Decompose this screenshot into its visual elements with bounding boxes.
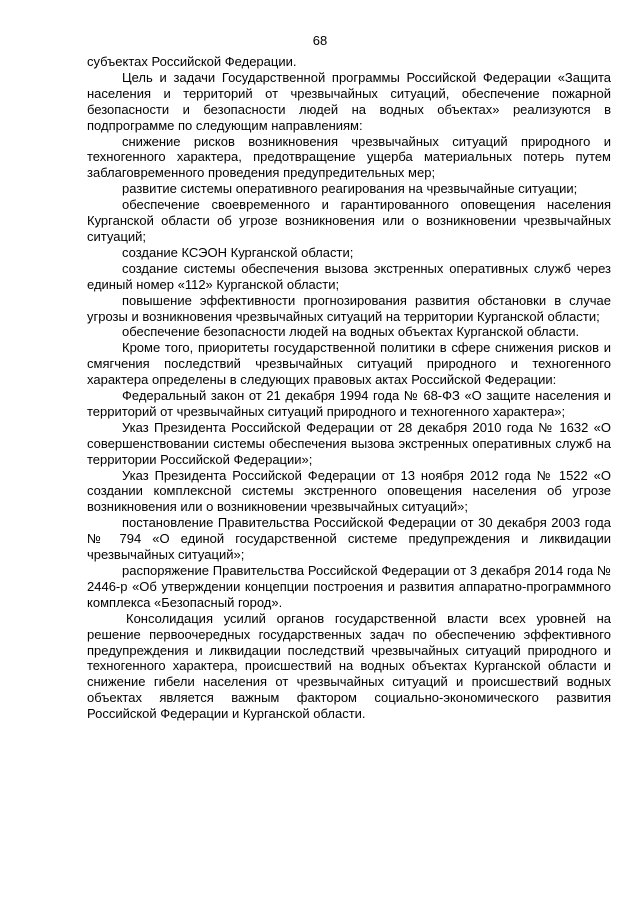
paragraph-consolidation: Консолидация усилий органов государственной власти всех уровней на решение первоочередных государственных задач по обеспечению эффективного предупреждения и ликвидации последствий чрезвычайных ситуаций природного и техногенного характера, происшествий на водных объектах Курганской области и снижение гибели населения от чрезвычайных ситуаций и происшествий водных объектах является важным фактором социально-экономического развития Российской Федерации и Курганской области. — [87, 610, 611, 722]
list-item-kseon: создание КСЭОН Курганской области; — [122, 244, 354, 260]
body-text — [87, 54, 611, 722]
list-item-112-system: создание системы обеспечения вызова экстренных оперативных служб через единый номер «112» Курганской области; — [87, 260, 611, 292]
legal-act-federal-law: Федеральный закон от 21 декабря 1994 года № 68-ФЗ «О защите населения и территорий от чрезвычайных ситуаций природного и техногенного характера»; — [87, 388, 611, 419]
legal-act-decree-1632: Указ Президента Российской Федерации от 28 декабря 2010 года № 1632 «О совершенствовании системы обеспечения вызова экстренных оперативных служб на территории Российской Федерации»; — [87, 419, 611, 467]
legal-act-decree-1522: Указ Президента Российской Федерации от 13 ноября 2012 года № 1522 «О создании комплексной системы экстренного оповещения населения об угрозе возникновения или о возникновении чрезвычайных ситуаций»; — [87, 467, 611, 515]
list-item-notification: обеспечение своевременного и гарантированного оповещения населения Курганской области об угрозе возникновения или о возникновении чрезвычайных ситуаций; — [87, 197, 611, 244]
list-item-response-system: развитие системы оперативного реагирования на чрезвычайные ситуации; — [122, 181, 578, 197]
list-item-risk-reduction: снижение рисков возникновения чрезвычайных ситуаций природного и техногенного характера, предотвращение ущерба материальных потерь путем заблаговременного проведения предупредительных мер; — [87, 133, 611, 181]
paragraph-program-goals: Цель и задачи Государственной программы Российской Федерации «Защита населения и территорий от чрезвычайных ситуаций, обеспечение пожарной безопасности и безопасности людей на водных объектах» реализуются в подпрограмме по следующим направлениям: — [87, 69, 611, 133]
paragraph-priorities: Кроме того, приоритеты государственной политики в сфере снижения рисков и смягчения последствий чрезвычайных ситуаций природного и техногенного характера определены в следующих правовых актах Российской Федерации: — [87, 340, 611, 388]
page-number: 68 — [312, 33, 328, 48]
paragraph-continuation: субъектах Российской Федерации. — [87, 54, 297, 69]
legal-act-resolution-794: постановление Правительства Российской Федерации от 30 декабря 2003 года № 794 «О единой государственной системе предупреждения и ликвидации чрезвычайных ситуаций»; — [87, 515, 611, 563]
legal-act-order-2446: распоряжение Правительства Российской Федерации от 3 декабря 2014 года № 2446-р «Об утверждении концепции построения и развития аппаратно-программного комплекса «Безопасный город». — [87, 563, 611, 610]
list-item-water-safety: обеспечение безопасности людей на водных объектах Курганской области. — [122, 324, 580, 340]
list-item-forecasting: повышение эффективности прогнозирования развития обстановки в случае угрозы и возникновения чрезвычайных ситуаций на территории Курганской области; — [87, 292, 611, 324]
